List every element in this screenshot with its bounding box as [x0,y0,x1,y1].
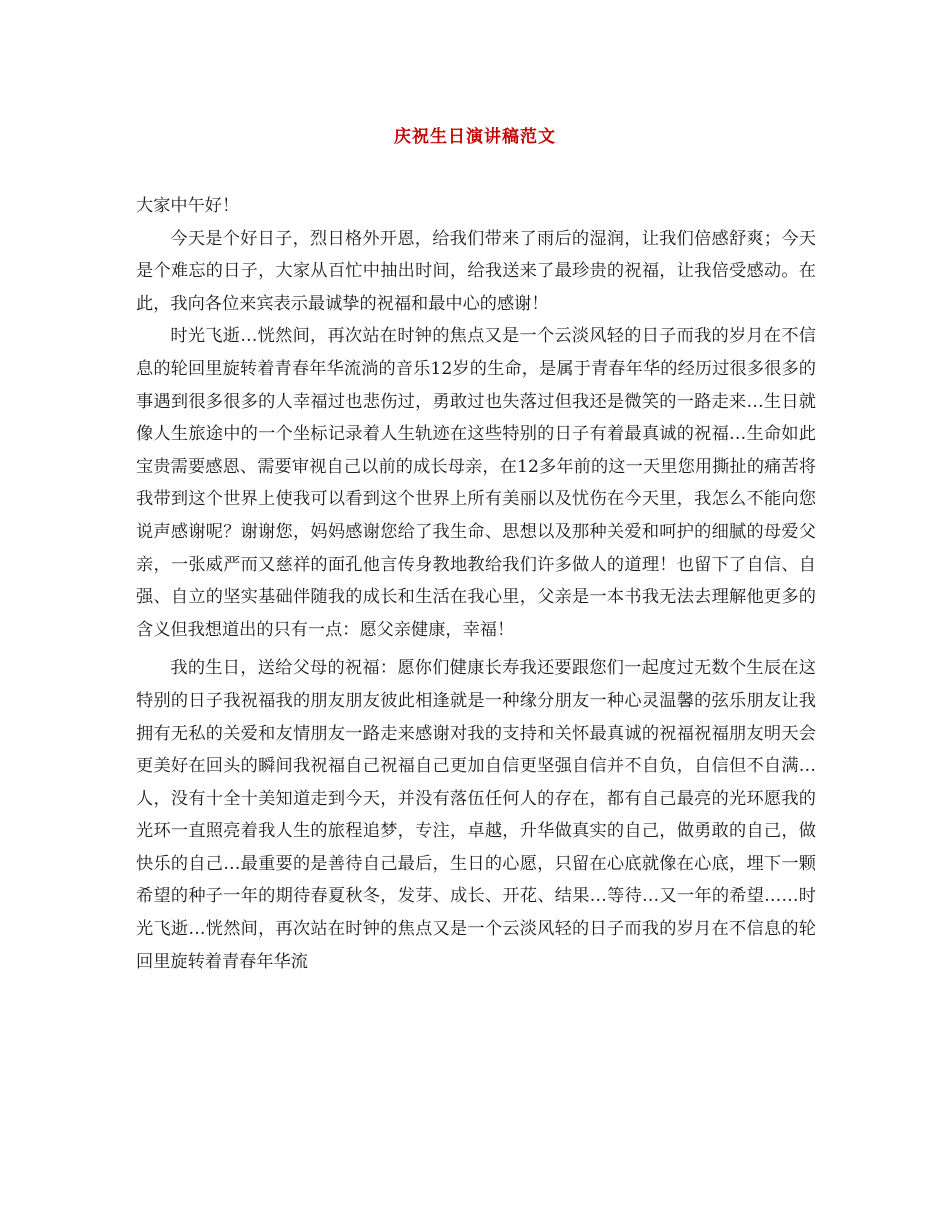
document-title: 庆祝生日演讲稿范文 [394,127,556,147]
document-body [136,190,816,978]
paragraph-3: 我的生日，送给父母的祝福：愿你们健康长寿我还要跟您们一起度过无数个生辰在这特别的日子我祝福我的朋友朋友彼此相逢就是一种缘分朋友一种心灵温馨的弦乐朋友让我拥有无私的关爱和友情朋友一路走来感谢对我的支持和关怀最真诚的祝福祝福朋友明天会更美好在回头的瞬间我祝福自己祝福自己更加自信更坚强自信并不自负，自信但不自满…人，没有十全十美知道走到今天，并没有落伍任何人的存在，都有自己最亮的光环愿我的光环一直照亮着我人生的旅程追梦，专注，卓越，升华做真实的自己，做勇敢的自己，做快乐的自己…最重要的是善待自己最后，生日的心愿，只留在心底就像在心底，埋下一颗希望的种子一年的期待春夏秋冬，发芽、成长、开花、结果…等待…又一年的希望……时光飞逝…恍然间，再次站在时钟的焦点又是一个云淡风轻的日子而我的岁月在不信息的轮回里旋转着青春年华流 [136,658,816,972]
paragraph-1: 今天是个好日子，烈日格外开恩，给我们带来了雨后的湿润，让我们倍感舒爽；今天是个难忘的日子，大家从百忙中抽出时间，给我送来了最珍贵的祝福，让我倍受感动。在此，我向各位来宾表示最诚挚的祝福和最中心的感谢！ [136,228,816,314]
paragraph-2: 时光飞逝…恍然间，再次站在时钟的焦点又是一个云淡风轻的日子而我的岁月在不信息的轮回里旋转着青春年华流淌的音乐12岁的生命，是属于青春年华的经历过很多很多的事遇到很多很多的人幸福过也悲伤过，勇敢过也失落过但我还是微笑的一路走来…生日就像人生旅途中的一个坐标记录着人生轨迹在这些特别的日子有着最真诚的祝福…生命如此宝贵需要感恩、需要审视自己以前的成长母亲，在12多年前的这一天里您用撕扯的痛苦将我带到这个世界上使我可以看到这个世界上所有美丽以及忧伤在今天里，我怎么不能向您说声感谢呢？谢谢您，妈妈感谢您给了我生命、思想以及那种关爱和呵护的细腻的母爱父亲，一张威严而又慈祥的面孔他言传身教地教给我们许多做人的道理！也留下了自信、自强、自立的坚实基础伴随我的成长和生活在我心里，父亲是一本书我无法去理解他更多的含义但我想道出的只有一点：愿父亲健康，幸福！ [136,326,816,640]
greeting: 大家中午好！ [136,196,240,216]
